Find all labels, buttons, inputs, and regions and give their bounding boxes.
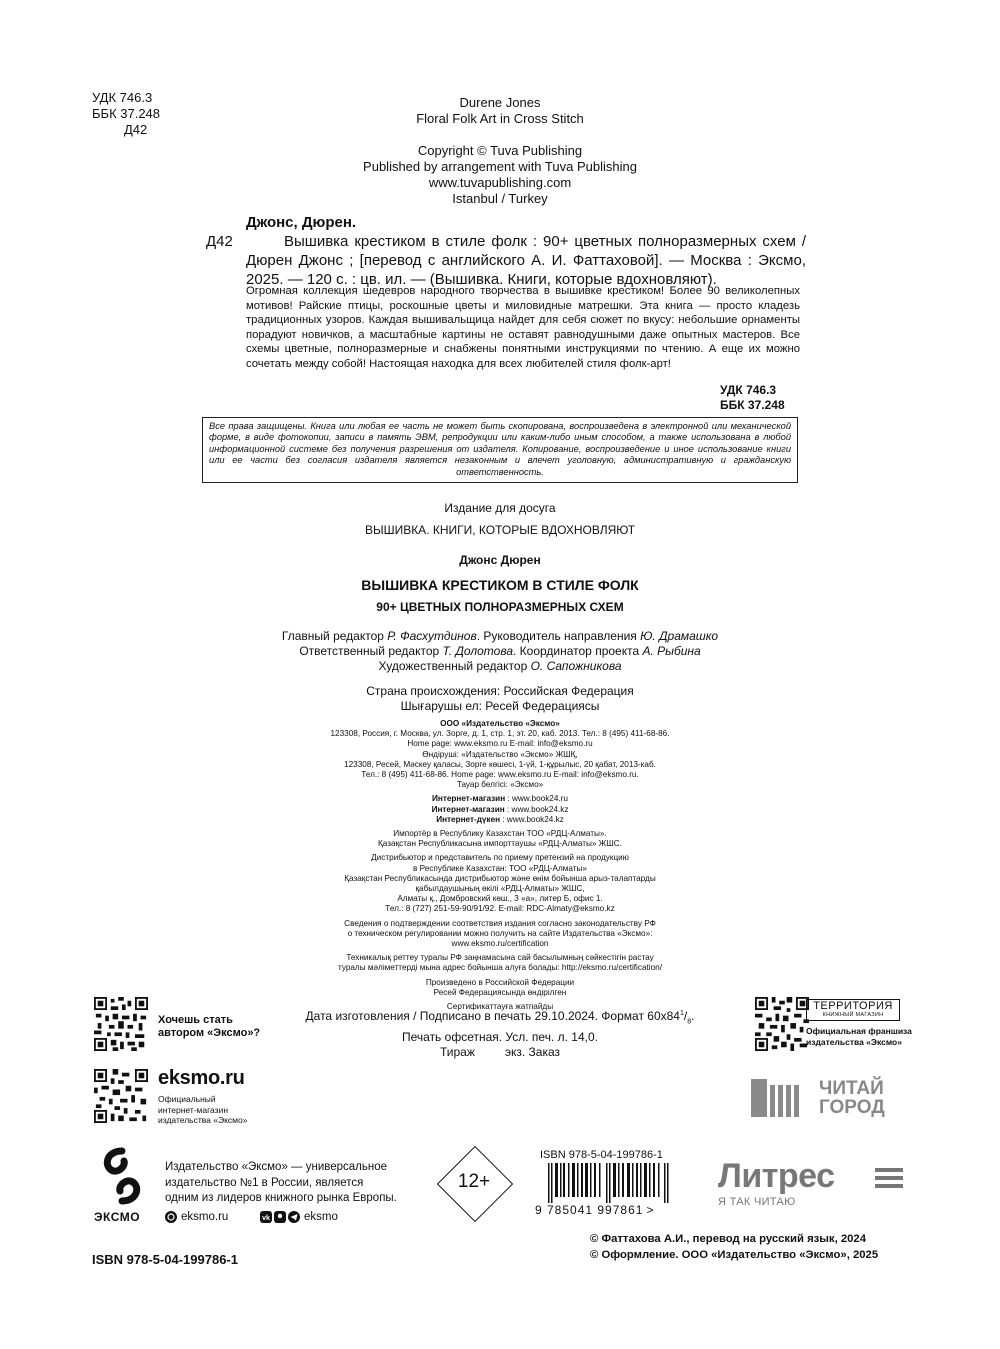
web-link[interactable]: eksmo.ru [165, 1211, 228, 1223]
credits-block [200, 629, 800, 674]
annotation: Огромная коллекция шедевров народного творчества в вышивке крестиком! Более 90 великолепных мотивов! Райские птицы, роскошные цветы и миловидные матрешки. Эта книга — просто кладезь традиционных узоров. Каждая вышивальщица найдет для себя сюжет по вкусу: небольшие орнаменты порадуют новичков, а масштабные картины не оставят равнодушными даже опытных мастеров. Все схемы цветные, полноразмерные и снабжены понятными инструкциями по чтению. А еще их можно сочетать между собой! Настоящая находка для всех любителей стиля фолк-арт! [246, 285, 800, 370]
publisher-line: қабылдаушының өкілі «РДЦ-Алматы» ЖШС, [415, 884, 585, 894]
publisher-line: Ресей Федерациясында өндірілген [433, 987, 567, 997]
publisher-line: Қазақстан Республикасына импорттаушы «РДЦ-Алматы» ЖШС. [378, 839, 622, 849]
original-title: Floral Folk Art in Cross Stitch [416, 111, 584, 126]
publisher-line: www.eksmo.ru/certification [451, 939, 549, 949]
copyright-block [330, 143, 670, 207]
original-author: Durene Jones [459, 95, 541, 110]
author-name: Джонс Дюрен [459, 553, 541, 567]
bbk-code: ББК 37.248 [92, 106, 161, 121]
publisher-about: Издательство «Эксмо» — универсальное издательство №1 в России, является одним из лидеров книжного рынка Европы. [165, 1161, 397, 1204]
chitai-gorod-icon [751, 1079, 809, 1117]
catalog-description: Вышивка крестиком в стиле фолк : 90+ цветных полноразмерных схем / Дюрен Джонс ; [перевод с английского А. И. Фаттаховой]. — Москва : Эксмо, 2025. — 120 с. : цв. ил. — (Вышивка. Книги, которые вдохновляют). [246, 233, 806, 288]
catalog-entry [246, 213, 806, 289]
publisher-line: 123308, Россия, г. Москва, ул. Зорге, д. 1, стр. 1, эт. 20, каб. 2013. Тел.: 8 (495) 411-68-86. [330, 729, 670, 739]
credits-line: Ответственный редактор Т. Долотова. Координатор проекта А. Рыбина [299, 644, 701, 658]
copyright-line: Copyright © Tuva Publishing [417, 143, 583, 158]
udk-code: УДК 746.3 [92, 90, 153, 105]
print-info [290, 1006, 710, 1061]
telegram-icon[interactable] [288, 1211, 300, 1223]
litres-logo-text: Литрес [718, 1157, 835, 1195]
publisher-line: Алматы қ., Домбровский көш., 3 «а», литер Б, офис 1. [397, 894, 603, 904]
credits-line: Художественный редактор О. Сапожникова [378, 659, 622, 673]
publisher-line: Тауар белгісі: «Эксмо» [456, 780, 544, 790]
eksmo-logo-icon [100, 1147, 144, 1205]
vk-icon[interactable] [260, 1211, 272, 1223]
publisher-line: Дистрибьютор и представитель по приему претензий на продукцию [371, 853, 629, 863]
age-rating-badge [437, 1146, 511, 1220]
globe-icon [165, 1211, 177, 1223]
publisher-line: Сертификаттауға жатпайды [446, 1002, 554, 1012]
publisher-line: Тел.: 8 (727) 251-59-90/91/92. E-mail: RDC-Almaty@eksmo.kz [385, 904, 615, 914]
series-name: ВЫШИВКА. КНИГИ, КОТОРЫЕ ВДОХНОВЛЯЮТ [364, 523, 636, 537]
isbn-bottom: ISBN 978-5-04-199786-1 [92, 1252, 238, 1267]
print-run: Тираж экз. Заказ [439, 1045, 561, 1060]
barcode-isbn: ISBN 978-5-04-199786-1 [540, 1149, 663, 1161]
book-title: ВЫШИВКА КРЕСТИКОМ В СТИЛЕ ФОЛК [361, 577, 639, 593]
copyright-line: www.tuvapublishing.com [428, 175, 572, 190]
publisher-line: Қазақстан Республикасында дистрибьютор және өнім бойынша арыз-талаптарды [344, 873, 656, 883]
original-title-block [330, 95, 670, 127]
shop-line: Интернет-дүкен : www.book24.kz [436, 814, 564, 824]
publisher-line: Тел.: 8 (495) 411-68-86. Home page: www.eksmo.ru E-mail: info@eksmo.ru. [361, 770, 639, 780]
edition-type: Издание для досуга [444, 501, 556, 515]
publisher-line: Импортёр в Республику Казахстан ТОО «РДЦ-Алматы». [393, 829, 607, 839]
qr-code-territory[interactable] [755, 997, 809, 1051]
franchise-text: Официальная франшиза издательства «Эксмо» [806, 1026, 912, 1047]
qr-code-shop[interactable] [94, 1069, 148, 1123]
catalog-udk [720, 383, 785, 413]
origin-block [200, 684, 800, 714]
rights-notice: Все права защищены. Книга или любая ее часть не может быть скопирована, воспроизведена в электронной или механической форме, в виде фотокопии, записи в память ЭВМ, репродукции или каким-либо иным способом, а также использована в любой информационной системе без получения разрешения от издателя. Копирование, воспроизведение и иное использование книги или ее части без согласия издателя является незаконным и влечет уголовную, административную и гражданскую ответственность. [202, 417, 798, 483]
svg-text:vk: vk [262, 1215, 270, 1222]
copyright-line: Published by arrangement with Tuva Publishing [363, 159, 637, 174]
print-type: Печать офсетная. Усл. печ. л. 14,0. [402, 1029, 598, 1044]
publisher-info [260, 719, 740, 1012]
author-mark: Д42 [124, 122, 148, 137]
publisher-line: Өндіруші: «Издательство «Эксмо» ЖШҚ, [422, 749, 578, 759]
publisher-line: Произведено в Российской Федерации [425, 977, 575, 987]
chitai-gorod-text: ЧИТАЙ ГОРОД [819, 1078, 885, 1118]
qr-code-author[interactable] [94, 997, 148, 1051]
publisher-line: Сведения о подтверждении соответствия издания согласно законодательству РФ [344, 918, 656, 928]
site-description: Официальный интернет-магазин издательства «Эксмо» [158, 1094, 248, 1125]
catalog-code: Д42 [206, 233, 233, 250]
barcode [548, 1163, 670, 1203]
shop-line: Интернет-магазин : www.book24.ru [432, 794, 568, 804]
territory-logo: ТЕРРИТОРИЯ КНИЖНЫЙ МАГАЗИН [806, 999, 900, 1021]
chitai-gorod-logo [751, 1079, 885, 1117]
print-date-format: Дата изготовления / Подписано в печать 29.10.2024. Формат $60x84^1/_8$. [305, 1009, 695, 1026]
ok-icon[interactable] [274, 1211, 286, 1223]
age-rating: 12+ [457, 1171, 491, 1192]
publisher-line: о техническом регулировании можно получить на сайте Издательства «Эксмо»: [347, 928, 653, 938]
copyright-bottom: © Фаттахова А.И., перевод на русский язык, 2024 © Оформление. ООО «Издательство «Эксмо», 2025 [590, 1233, 879, 1261]
litres-slogan: Я ТАК ЧИТАЮ [718, 1196, 796, 1208]
origin-line: Шығарушы ел: Ресей Федерациясы [400, 699, 600, 713]
author-call: Хочешь стать автором «Эксмо»? [158, 1014, 261, 1039]
origin-line: Страна происхождения: Российская Федерация [366, 684, 634, 698]
credits-line: Главный редактор Р. Фасхутдинов. Руководитель направления Ю. Драмашко [281, 629, 719, 643]
catalog-udk-code: УДК 746.3 [720, 383, 777, 397]
barcode-digits: 9 785041 997861 > [535, 1203, 655, 1217]
udk-top-block [92, 90, 160, 138]
publisher-line: в Республике Казахстан: ТОО «РДЦ-Алматы» [413, 863, 587, 873]
eksmo-logo-text: ЭКСМО [94, 1210, 141, 1224]
publisher-line: туралы мәліметтерді мына адрес бойынша алуға болады: http://eksmo.ru/certification/ [337, 963, 663, 973]
publisher-line: Техникалық реттеу туралы РФ заңнамасына сай басылымның сәйкестігін растау [346, 953, 654, 963]
eksmo-site[interactable]: eksmo.ru [158, 1067, 245, 1089]
catalog-bbk-code: ББК 37.248 [720, 398, 785, 412]
book-subtitle: 90+ ЦВЕТНЫХ ПОЛНОРАЗМЕРНЫХ СХЕМ [376, 600, 624, 614]
publisher-line: Home page: www.eksmo.ru E-mail: info@eksmo.ru [407, 739, 593, 749]
litres-menu-icon [875, 1168, 903, 1188]
shop-line: Интернет-магазин : www.book24.kz [431, 804, 569, 814]
copyright-line: Istanbul / Turkey [452, 191, 548, 206]
publisher-name: ООО «Издательство «Эксмо» [440, 719, 560, 728]
publisher-line: 123308, Ресей, Мәскеу қаласы, Зорге көшесі, 1-үй, 1-құрылыс, 20 қабат, 2013-каб. [344, 759, 656, 769]
social-links[interactable]: vk eksmo [260, 1211, 338, 1223]
catalog-heading: Джонс, Дюрен. [246, 214, 357, 231]
